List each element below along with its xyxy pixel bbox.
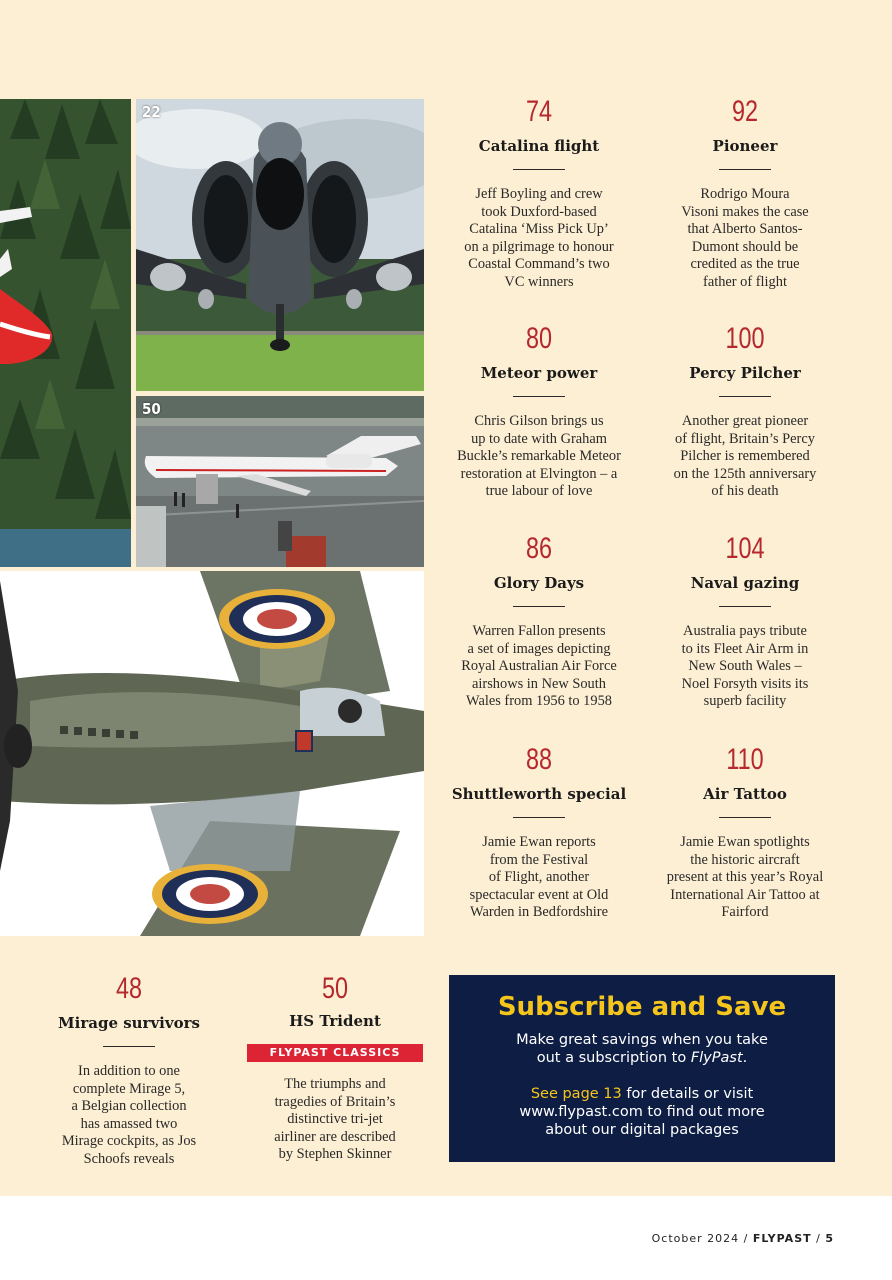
article-page-number: 50 [321,972,349,1005]
article-page-number: 104 [725,532,765,565]
article-page-number: 100 [725,322,765,355]
article-title: Naval gazing [690,574,800,592]
harrier-photo [136,99,424,391]
divider [513,169,565,170]
article-title: HS Trident [289,1012,381,1030]
article-description: Australia pays tribute to its Fleet Air Arm in New South Wales – Noel Forsyth visits its superb facility [681,623,809,709]
article-title: Percy Pilcher [689,364,801,382]
article-48[interactable] [34,972,224,1168]
subscribe-text-line: out a subscription to FlyPast. [536,1050,748,1066]
article-title: Shuttleworth special [451,785,627,803]
article-description: The triumphs and tragedies of Britain’s distinctive tri-jet airliner are described by Stephen Skinner [274,1076,396,1162]
article-92[interactable] [650,95,840,291]
article-page-number: 86 [525,532,553,565]
article-110[interactable] [650,743,840,922]
article-description: Jamie Ewan spotlights the historic aircraft present at this year’s Royal International Air Tattoo at Fairford [666,834,824,920]
article-description: Warren Fallon presents a set of images depicting Royal Australian Air Force airshows in New South Wales from 1956 to 1958 [461,623,617,709]
article-page-number: 74 [525,95,553,128]
article-description: Jamie Ewan reports from the Festival of Flight, another spectacular event at Old Warden in Bedfordshire [469,834,609,920]
subscribe-text-line: See page 13 for details or visit [530,1086,754,1102]
article-title: Meteor power [480,364,598,382]
article-100[interactable] [650,322,840,501]
article-title: Glory Days [493,574,585,592]
article-page-number: 92 [731,95,759,128]
divider [719,396,771,397]
divider [513,396,565,397]
article-50[interactable] [240,972,430,1164]
trident-photo [136,396,424,567]
article-page-number: 48 [115,972,143,1005]
article-page-number: 88 [525,743,553,776]
article-80[interactable] [444,322,634,501]
article-title: Air Tattoo [703,785,787,803]
divider [719,817,771,818]
divider [719,169,771,170]
subscribe-title: Subscribe and Save [497,992,787,1022]
catalina-photo [0,99,131,567]
photo-page-number: 22 [142,103,161,121]
subscribe-box[interactable] [449,975,835,1162]
divider [513,606,565,607]
see-page-link[interactable]: See page 13 [530,1086,622,1102]
article-title: Pioneer [712,137,778,155]
article-title: Mirage survivors [58,1014,200,1032]
divider [513,817,565,818]
flypast-classics-badge: FLYPAST CLASSICS [247,1044,423,1062]
photo-page-number: 50 [142,400,161,418]
article-page-number: 80 [525,322,553,355]
divider [719,606,771,607]
article-description: Another great pioneer of flight, Britain’s Percy Pilcher is remembered on the 125th anniversary of his death [673,413,817,499]
article-88[interactable] [444,743,634,922]
subscribe-text-line: about our digital packages [545,1122,739,1138]
page-footer: October 2024 / FLYPAST / 5 [651,1232,834,1245]
spitfire-photo [0,571,424,936]
article-title: Catalina flight [478,137,600,155]
article-74[interactable] [444,95,634,291]
subscribe-url-line[interactable]: www.flypast.com to find out more [519,1104,765,1120]
divider [103,1046,155,1047]
article-104[interactable] [650,532,840,711]
article-description: In addition to one complete Mirage 5, a Belgian collection has amassed two Mirage cockpits, as Jos Schoofs reveals [61,1063,197,1167]
article-description: Jeff Boyling and crew took Duxford-based Catalina ‘Miss Pick Up’ on a pilgrimage to honour Coastal Command’s two VC winners [464,186,614,290]
article-86[interactable] [444,532,634,711]
subscribe-text-line: Make great savings when you take [516,1032,768,1048]
article-description: Rodrigo Moura Visoni makes the case that Alberto Santos- Dumont should be credited as the true father of flight [681,186,809,290]
article-page-number: 110 [726,743,764,776]
article-description: Chris Gilson brings us up to date with Graham Buckle’s remarkable Meteor restoration at Elvington – a true labour of love [457,413,621,499]
